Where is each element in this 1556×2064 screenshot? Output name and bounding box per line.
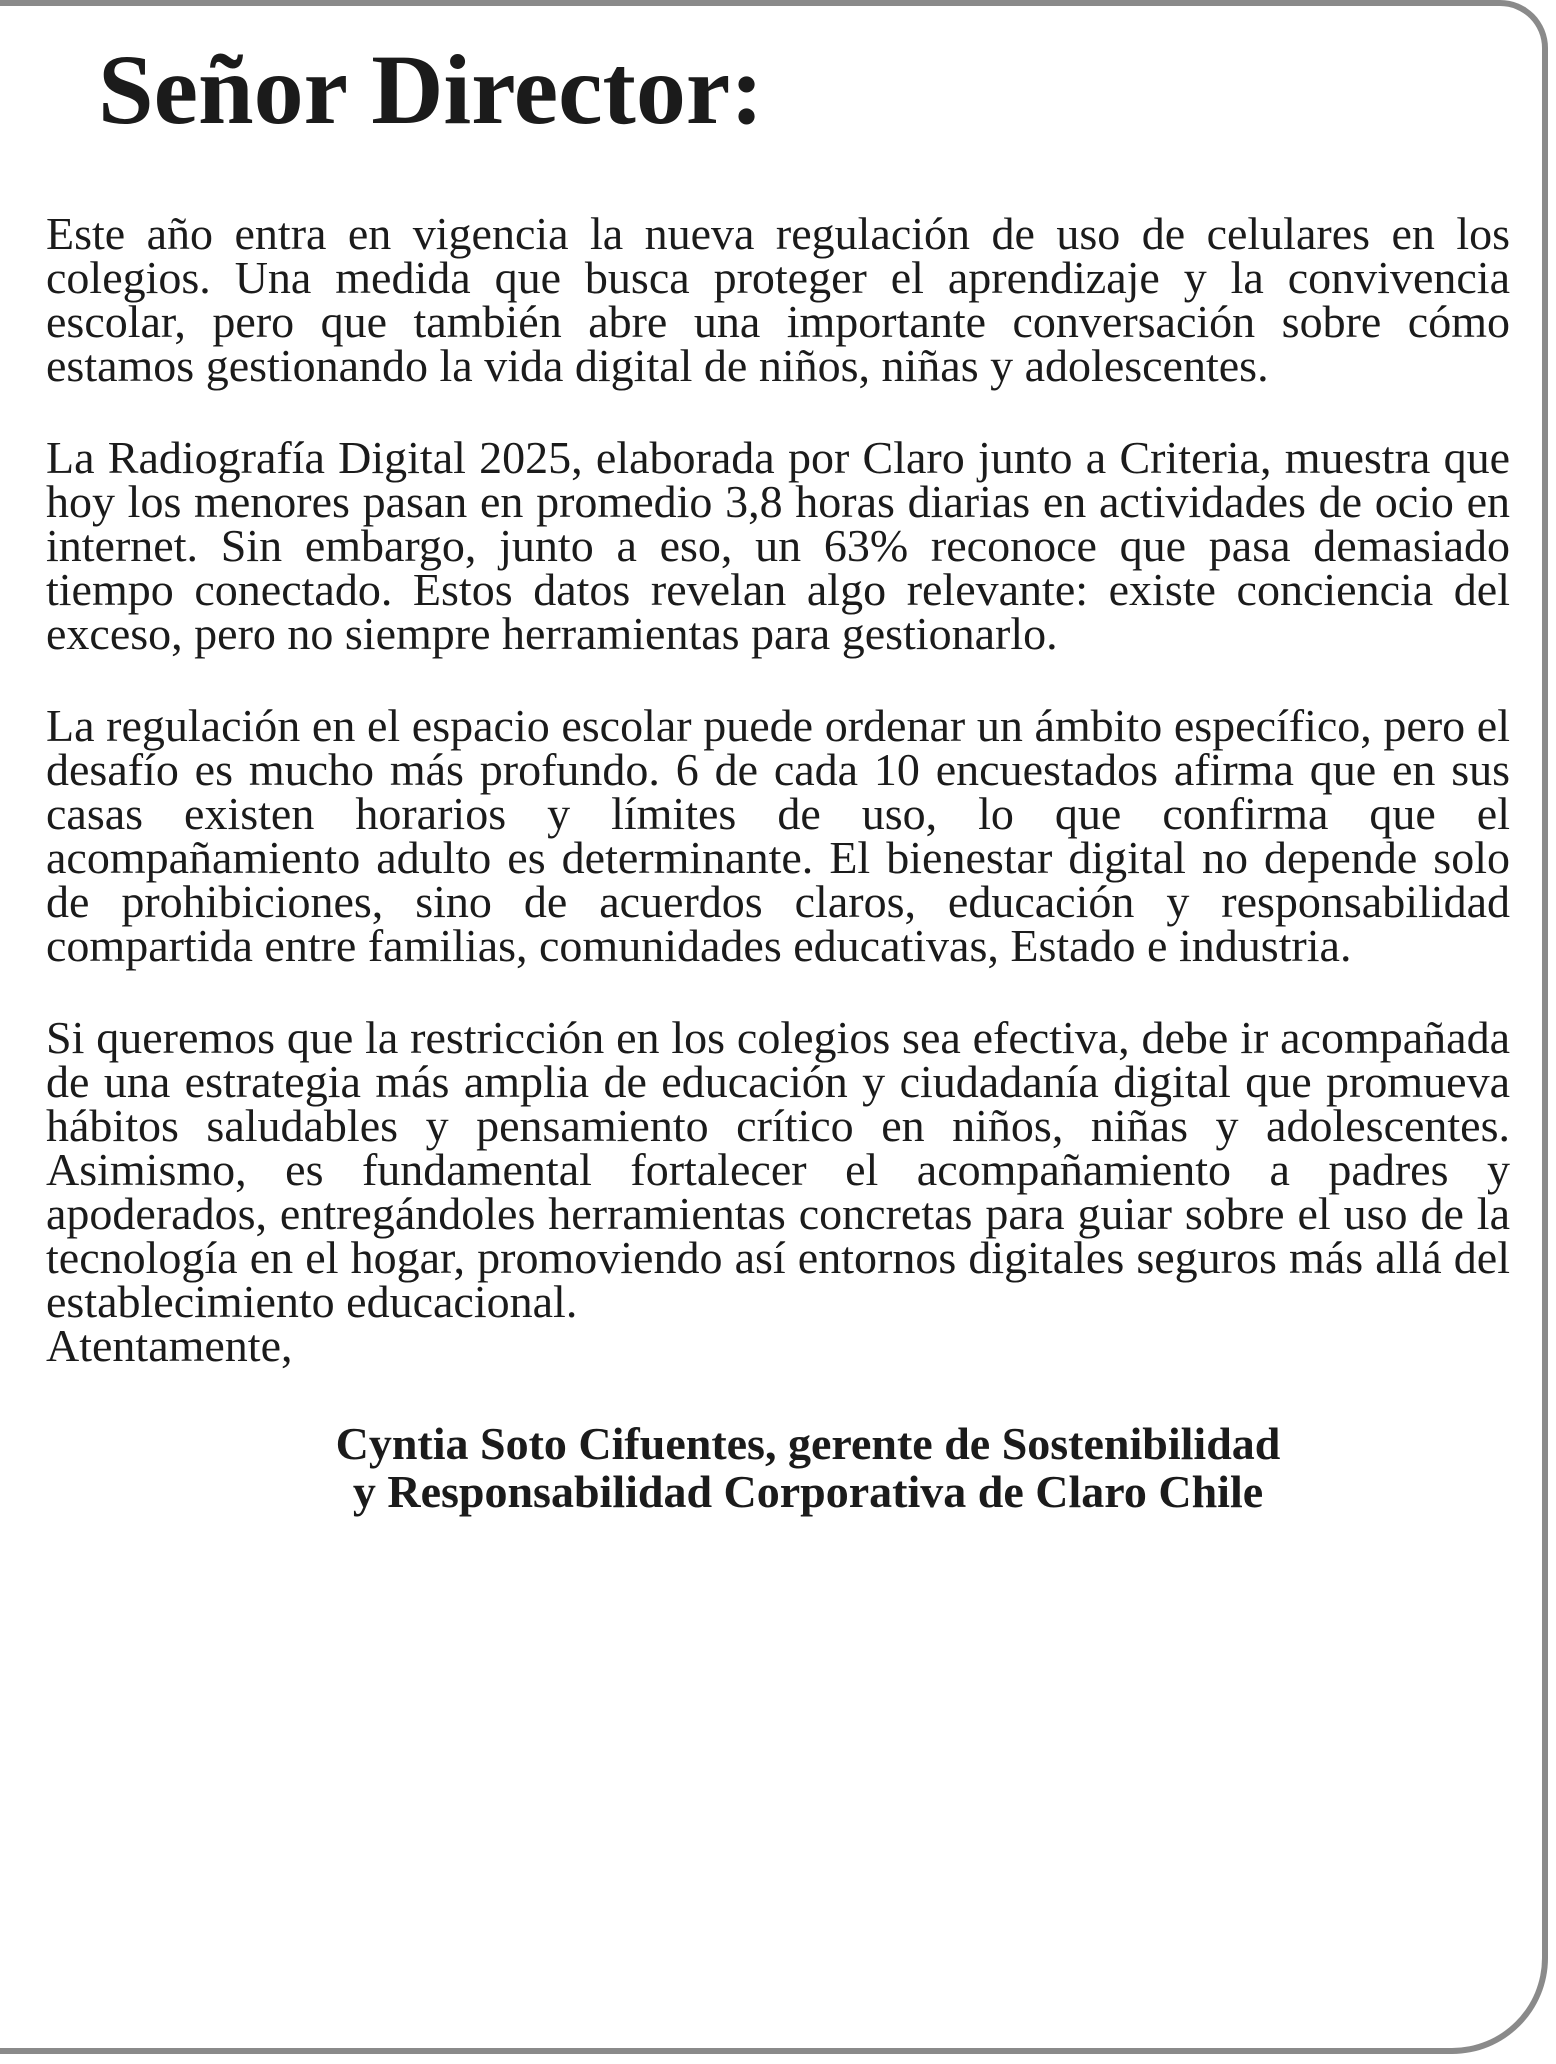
- paragraph-1: Este año entra en vigencia la nueva regulación de uso de celulares en los colegios. Una medida que busca proteger el aprendizaje y la convivencia escolar, pero que también abre una importante conversación sobre cómo estamos gestionando la vida digital de niños, niñas y adolescentes.: [46, 208, 1510, 391]
- letter-to-editor: [46, 30, 1510, 1516]
- paragraph-4: Si queremos que la restricción en los colegios sea efectiva, debe ir acompañada de una estrategia más amplia de educación y ciudadanía digital que promueva hábitos saludables y pensamiento crítico en niños, niñas y adolescentes. Asimismo, es fundamental fortalecer el acompañamiento a padres y apoderados, entregándoles herramientas concretas para guiar sobre el uso de la tecnología en el hogar, promoviendo así entornos digitales seguros más allá del establecimiento educacional.: [46, 1012, 1510, 1327]
- closing-salutation: Atentamente,: [46, 1320, 293, 1371]
- signature-line-2: y Responsabilidad Corporativa de Claro Chile: [352, 1466, 1264, 1517]
- paragraph-3: La regulación en el espacio escolar puede ordenar un ámbito específico, pero el desafío es mucho más profundo. 6 de cada 10 encuestados afirma que en sus casas existen horarios y límites de uso, lo que confirma que el acompañamiento adulto es determinante. El bienestar digital no depende solo de prohibiciones, sino de acuerdos claros, educación y responsabilidad compartida entre familias, comunidades educativas, Estado e industria.: [46, 700, 1510, 971]
- letter-body: [46, 208, 1510, 1371]
- signature-line-1: Cyntia Soto Cifuentes, gerente de Sostenibilidad: [335, 1418, 1281, 1469]
- paragraph-2: La Radiografía Digital 2025, elaborada por Claro junto a Criteria, muestra que hoy los menores pasan en promedio 3,8 horas diarias en actividades de ocio en internet. Sin embargo, junto a eso, un 63% reconoce que pasa demasiado tiempo conectado. Estos datos revelan algo relevante: existe conciencia del exceso, pero no siempre herramientas para gestionarlo.: [46, 432, 1510, 659]
- letter-heading: Señor Director:: [98, 34, 764, 145]
- signature-block: [46, 1420, 1510, 1516]
